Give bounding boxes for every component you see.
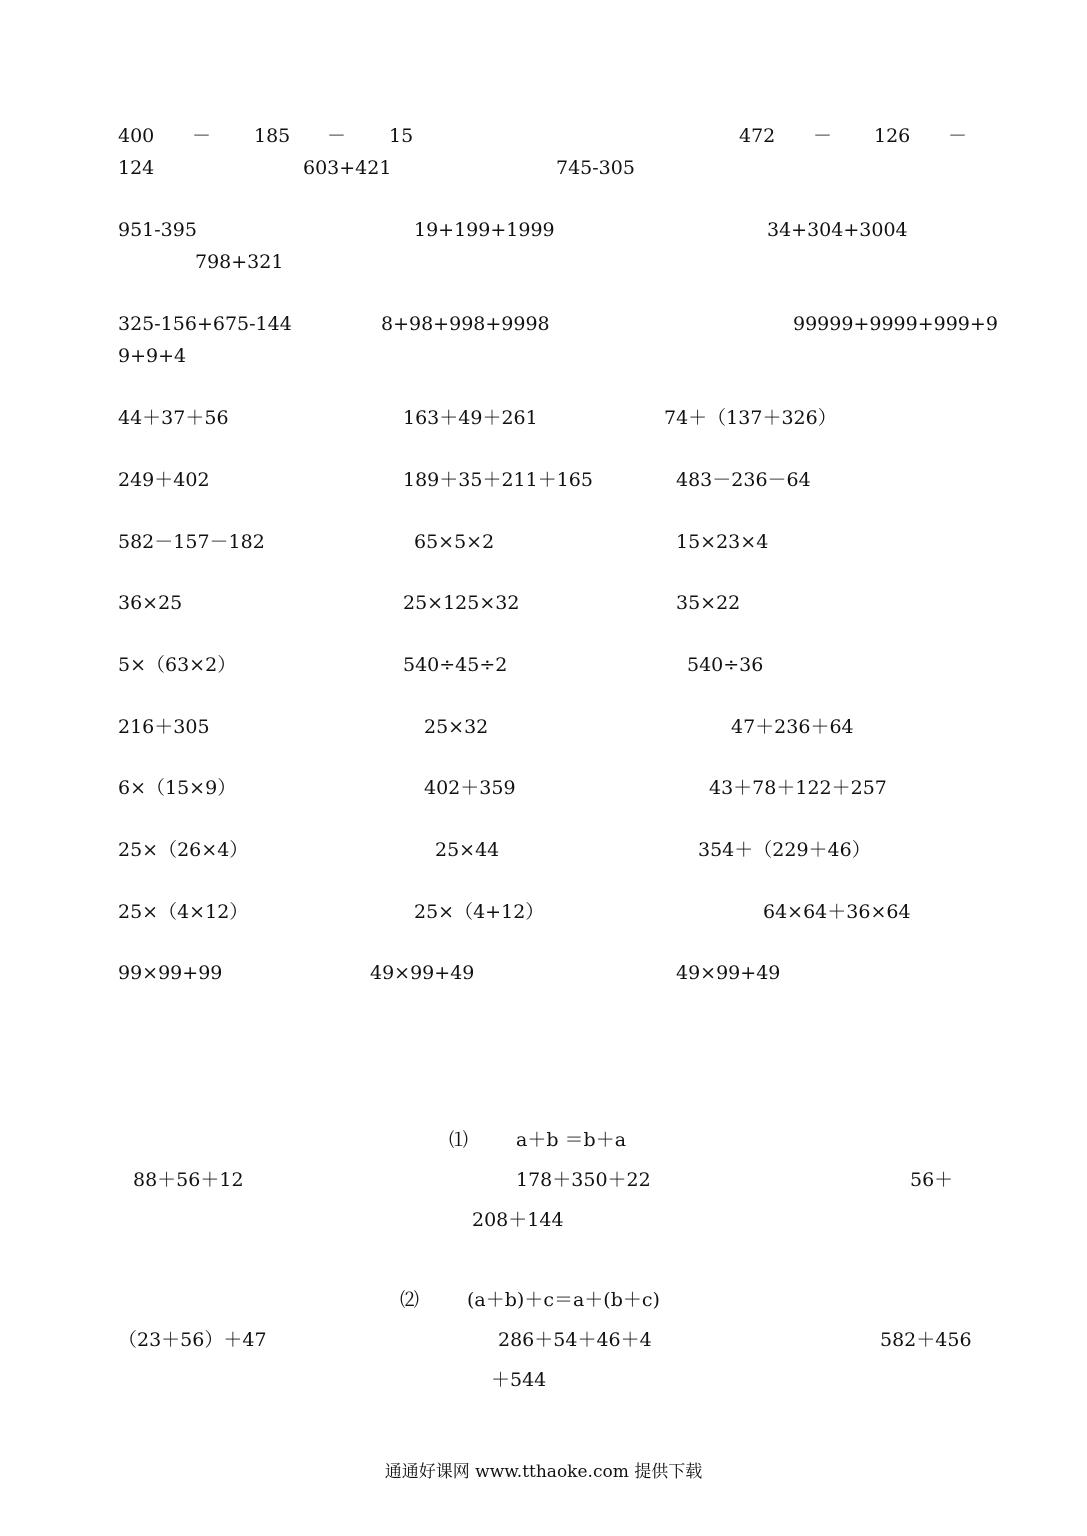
- minus-sign: －: [813, 125, 833, 147]
- exercise: 582＋456: [880, 1329, 972, 1351]
- expr-745-305: 745-305: [556, 157, 635, 179]
- exercise: 25×44: [435, 839, 500, 861]
- expr-185: 185: [254, 125, 291, 147]
- minus-sign: －: [948, 125, 968, 147]
- section-1-rule: a＋b ＝b＋a: [516, 1129, 627, 1151]
- exercise: 56＋: [910, 1169, 954, 1191]
- exercise: 49×99+49: [676, 962, 781, 984]
- exercise: 74＋（137＋326）: [664, 407, 837, 429]
- exercise: 49×99+49: [370, 962, 475, 984]
- expr-99999-9999-999-9: 99999+9999+999+9: [793, 313, 998, 335]
- exercise: 354＋（229＋46）: [698, 839, 871, 861]
- exercise: 44＋37＋56: [118, 407, 229, 429]
- exercise: 43＋78＋122＋257: [709, 777, 887, 799]
- exercise: 178＋350＋22: [516, 1169, 651, 1191]
- exercise: 15×23×4: [676, 531, 769, 553]
- exercise: 189＋35＋211＋165: [403, 469, 593, 491]
- exercise: 25×（4×12）: [118, 901, 249, 923]
- exercise: 5×（63×2）: [118, 654, 237, 676]
- exercise: 36×25: [118, 592, 183, 614]
- exercise: 540÷45÷2: [403, 654, 508, 676]
- exercise: 286＋54＋46＋4: [498, 1329, 652, 1351]
- section-2-number: ⑵: [400, 1289, 420, 1311]
- expr-19-199-1999: 19+199+1999: [414, 219, 555, 241]
- exercise: 6×（15×9）: [118, 777, 237, 799]
- exercise: 65×5×2: [414, 531, 495, 553]
- expr-34-304-3004: 34+304+3004: [767, 219, 908, 241]
- exercise: 64×64＋36×64: [763, 901, 911, 923]
- exercise: 483－236－64: [676, 469, 811, 491]
- expr-8-98-998-9998: 8+98+998+9998: [381, 313, 550, 335]
- expr-325-156-675-144: 325-156+675-144: [118, 313, 292, 335]
- exercise: 47＋236＋64: [731, 716, 854, 738]
- section-2-rule: (a＋b)＋c＝a＋(b＋c): [467, 1289, 660, 1311]
- exercise: 25×125×32: [403, 592, 520, 614]
- exercise-continuation: 208＋144: [472, 1209, 564, 1231]
- expr-126: 126: [874, 125, 911, 147]
- exercise: 35×22: [676, 592, 741, 614]
- expr-472: 472: [739, 125, 776, 147]
- exercise: 25×（4+12）: [414, 901, 545, 923]
- expr-15: 15: [389, 125, 414, 147]
- exercise: 163＋49＋261: [403, 407, 538, 429]
- minus-sign: －: [192, 125, 212, 147]
- exercise: 249＋402: [118, 469, 210, 491]
- expr-798-321: 798+321: [195, 251, 284, 273]
- exercise: 540÷36: [687, 654, 764, 676]
- expr-9-9-4: 9+9+4: [118, 345, 187, 367]
- exercise: （23＋56）＋47: [118, 1329, 267, 1351]
- expr-400: 400: [118, 125, 155, 147]
- expr-124: 124: [118, 157, 155, 179]
- page-footer: 通通好课网 www.tthaoke.com 提供下载: [384, 1462, 703, 1482]
- minus-sign: －: [327, 125, 347, 147]
- exercise: 25×（26×4）: [118, 839, 249, 861]
- exercise: 88＋56＋12: [133, 1169, 244, 1191]
- exercise: 25×32: [424, 716, 489, 738]
- exercise: 402＋359: [424, 777, 516, 799]
- exercise-continuation: ＋544: [491, 1369, 547, 1391]
- exercise: 99×99+99: [118, 962, 223, 984]
- expr-951-395: 951-395: [118, 219, 197, 241]
- exercise: 582－157－182: [118, 531, 265, 553]
- section-1-number: ⑴: [449, 1129, 469, 1151]
- exercise: 216＋305: [118, 716, 210, 738]
- expr-603-421: 603+421: [303, 157, 392, 179]
